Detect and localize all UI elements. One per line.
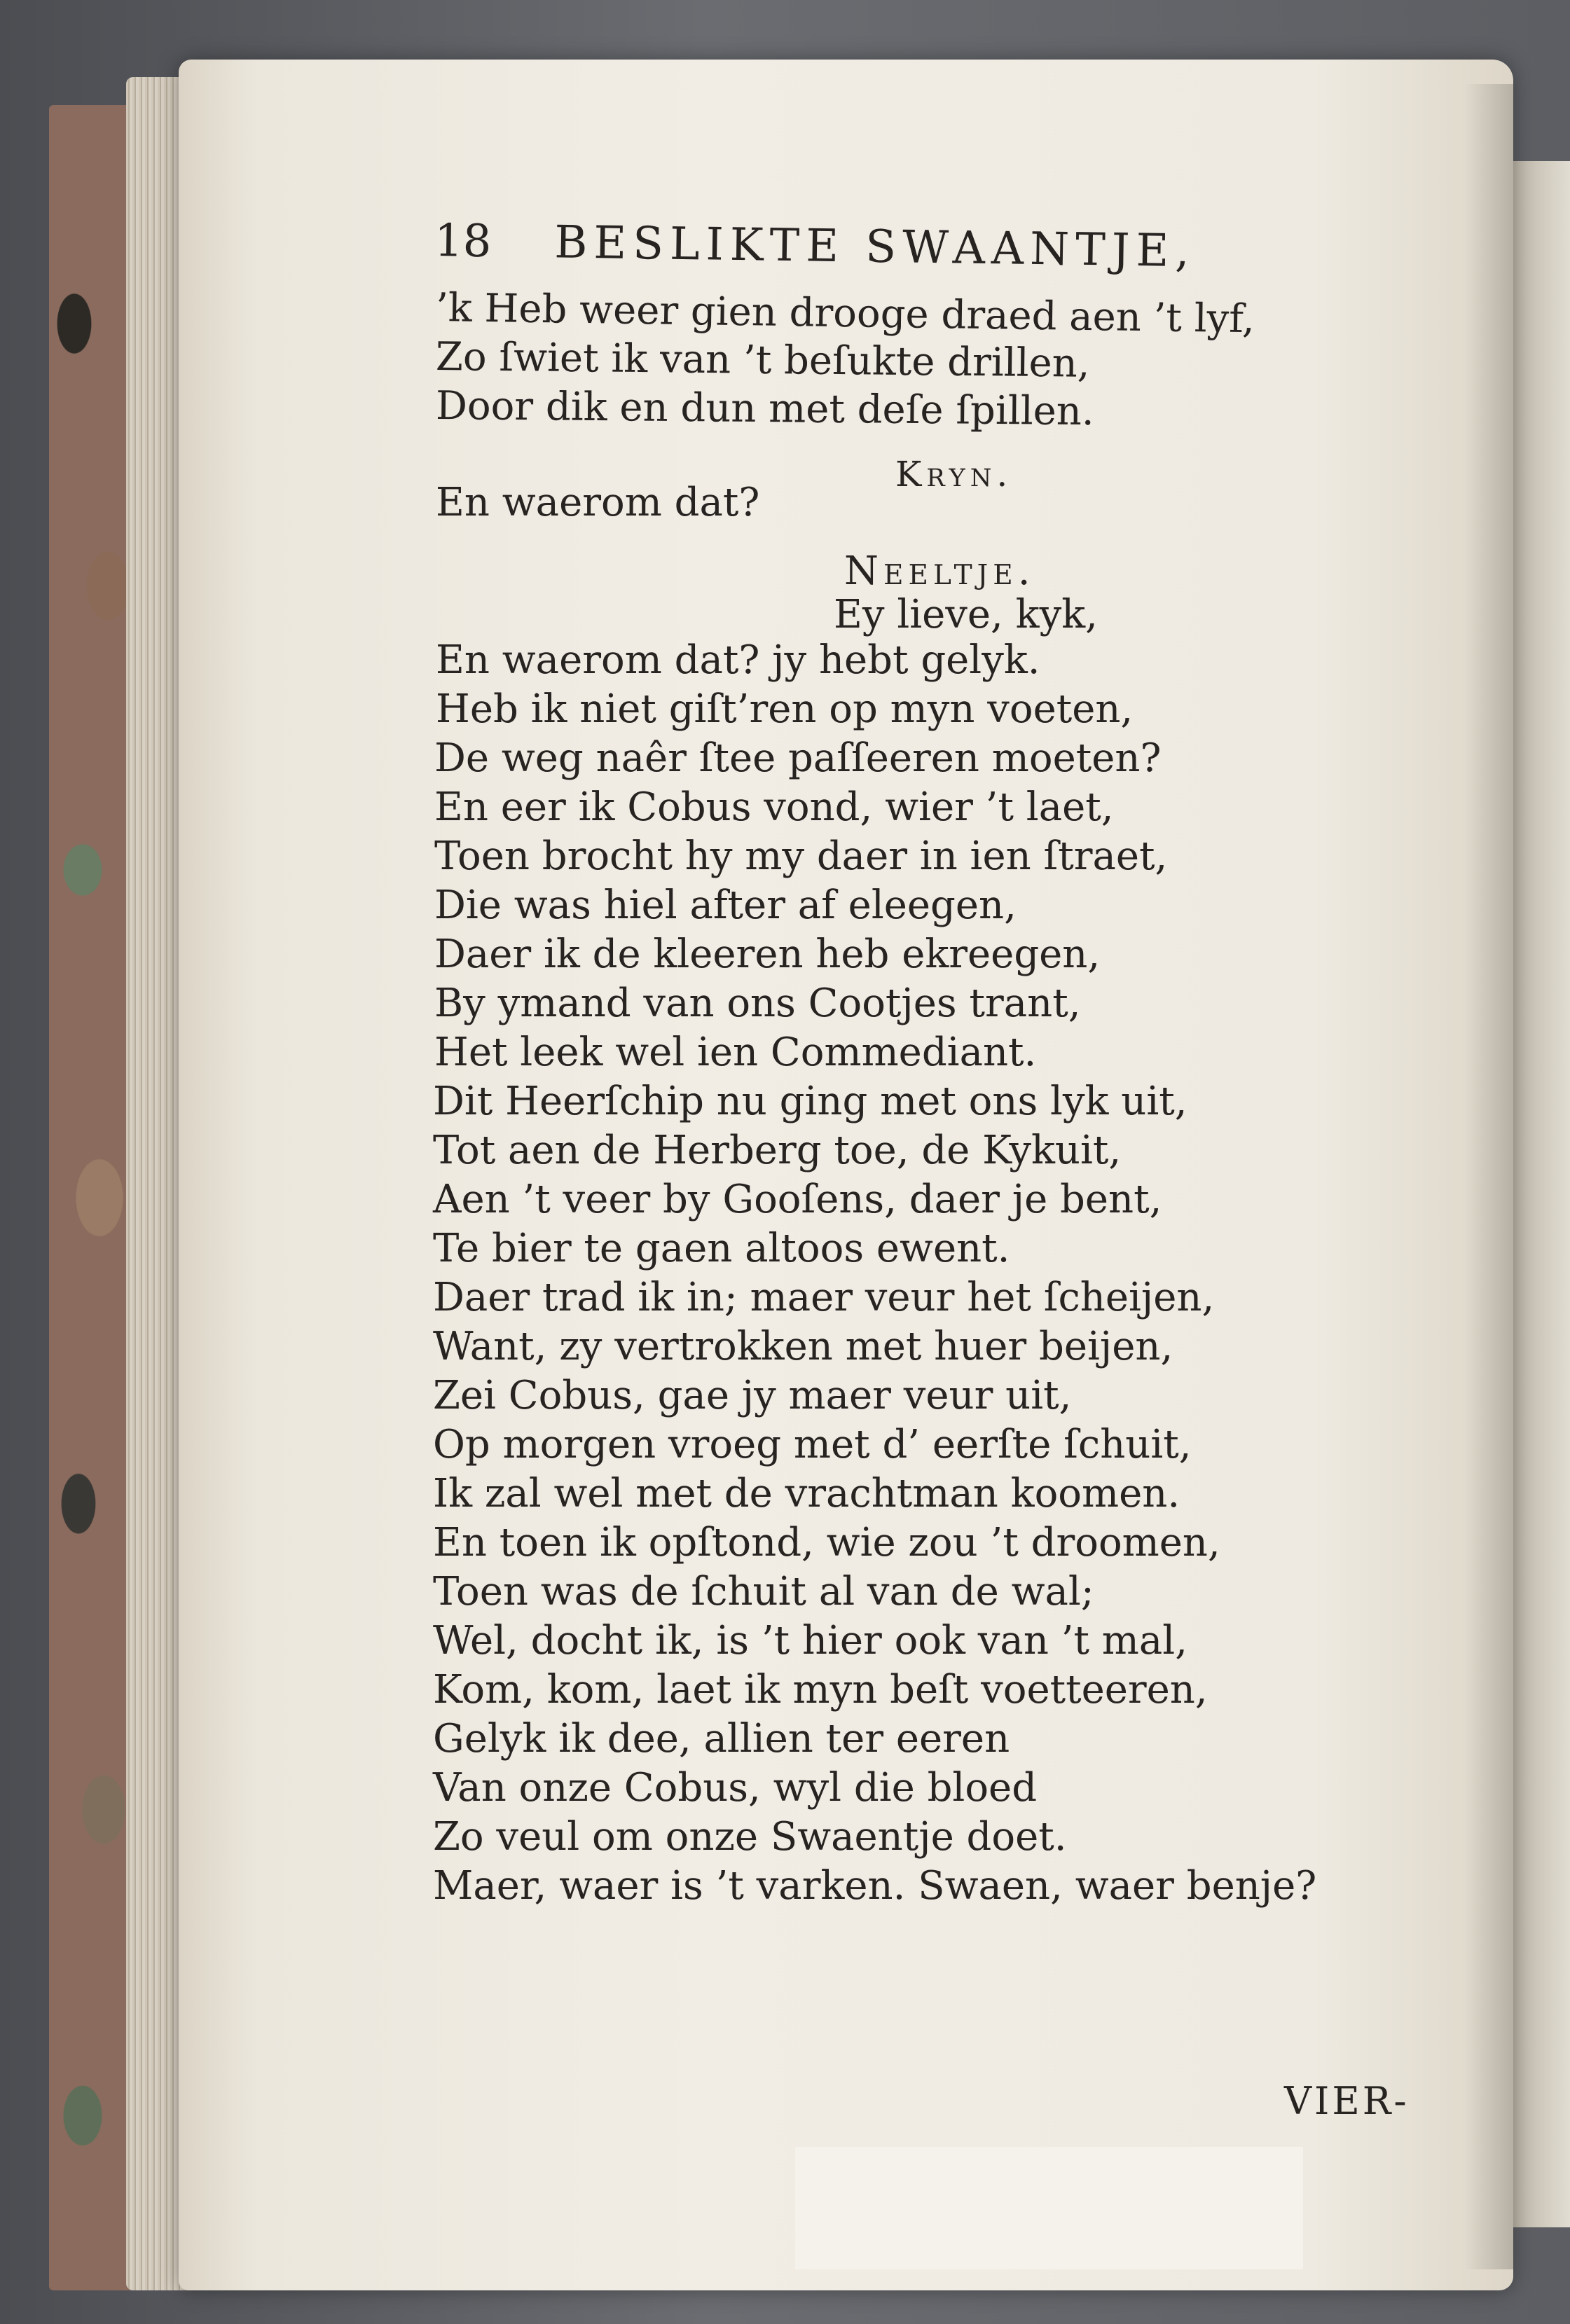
running-title: BESLIKTE SWAANTJE, (553, 216, 1197, 278)
verse-line: Gelyk ik dee, allien ter eeren (433, 1716, 1010, 1762)
speaker-name: Neeltje. (844, 548, 1035, 594)
verse-line: De weg naêr ſtee paſſeeren moeten? (434, 735, 1162, 781)
verse-line: By ymand van ons Cootjes trant, (434, 981, 1081, 1026)
gutter-shadow (1464, 84, 1513, 2269)
verse-line: Maer, waer is ’t varken. Swaen, waer benje? (433, 1863, 1317, 1909)
verse-line: Door dik en dun met deſe ſpillen. (435, 383, 1094, 435)
verse-line: En waerom dat? jy hebt gelyk. (436, 637, 1040, 683)
verse-line: Zei Cobus, gae jy maer veur uit, (433, 1373, 1072, 1418)
verse-line: Aen ’t veer by Gooſens, daer je bent, (433, 1177, 1162, 1222)
verse-line: En eer ik Cobus vond, wier ’t laet, (434, 784, 1114, 830)
verse-line: Dit Heerſchip nu ging met ons lyk uit, (433, 1079, 1187, 1124)
facing-page (1506, 161, 1570, 2227)
verse-line: Van onze Cobus, wyl die bloed (433, 1765, 1038, 1811)
verse-line: En toen ik opſtond, wie zou ’t droomen, (433, 1520, 1220, 1565)
verse-line: Die was hiel after af eleegen, (434, 883, 1017, 928)
verse-line: Het leek wel ien Commediant. (434, 1030, 1037, 1075)
page-number: 18 (434, 215, 492, 268)
catchword: VIER- (1284, 2079, 1410, 2123)
verse-line: Te bier te gaen altoos ewent. (433, 1226, 1010, 1271)
verse-line: Kom, kom, laet ik myn beſt voetteeren, (433, 1667, 1208, 1713)
verse-line: Ey lieve, kyk, (834, 592, 1098, 637)
marbled-cover (49, 105, 133, 2290)
verse-line: Wel, docht ik, is ’t hier ook van ’t mal, (433, 1618, 1187, 1664)
verse-line: En waerom dat? (436, 480, 760, 525)
verse-line: Toen brocht hy my daer in ien ſtraet, (434, 834, 1168, 879)
blank-label-patch (795, 2147, 1303, 2269)
verse-line: Want, zy vertrokken met huer beijen, (433, 1324, 1173, 1369)
verse-line: Ik zal wel met de vrachtman koomen. (433, 1471, 1180, 1516)
verse-line: Toen was de ſchuit al van de wal; (433, 1569, 1094, 1614)
verse-line: Tot aen de Herberg toe, de Kykuit, (433, 1128, 1122, 1173)
verse-line: ’k Heb weer gien drooge draed aen ’t lyf, (435, 285, 1255, 343)
verse-line: Zo ſwiet ik van ’t beſukte drillen, (435, 334, 1090, 387)
verse-line: Daer ik de kleeren heb ekreegen, (434, 932, 1101, 977)
verse-line: Op morgen vroeg met d’ eerſte ſchuit, (433, 1422, 1192, 1467)
speaker-name: Kryn. (895, 454, 1013, 494)
verse-line: Zo veul om onze Swaentje doet. (433, 1814, 1067, 1860)
verse-line: Heb ik niet giſt’ren op myn voeten, (436, 686, 1134, 732)
verse-line: Daer trad ik in; maer veur het ſcheijen, (433, 1275, 1215, 1320)
